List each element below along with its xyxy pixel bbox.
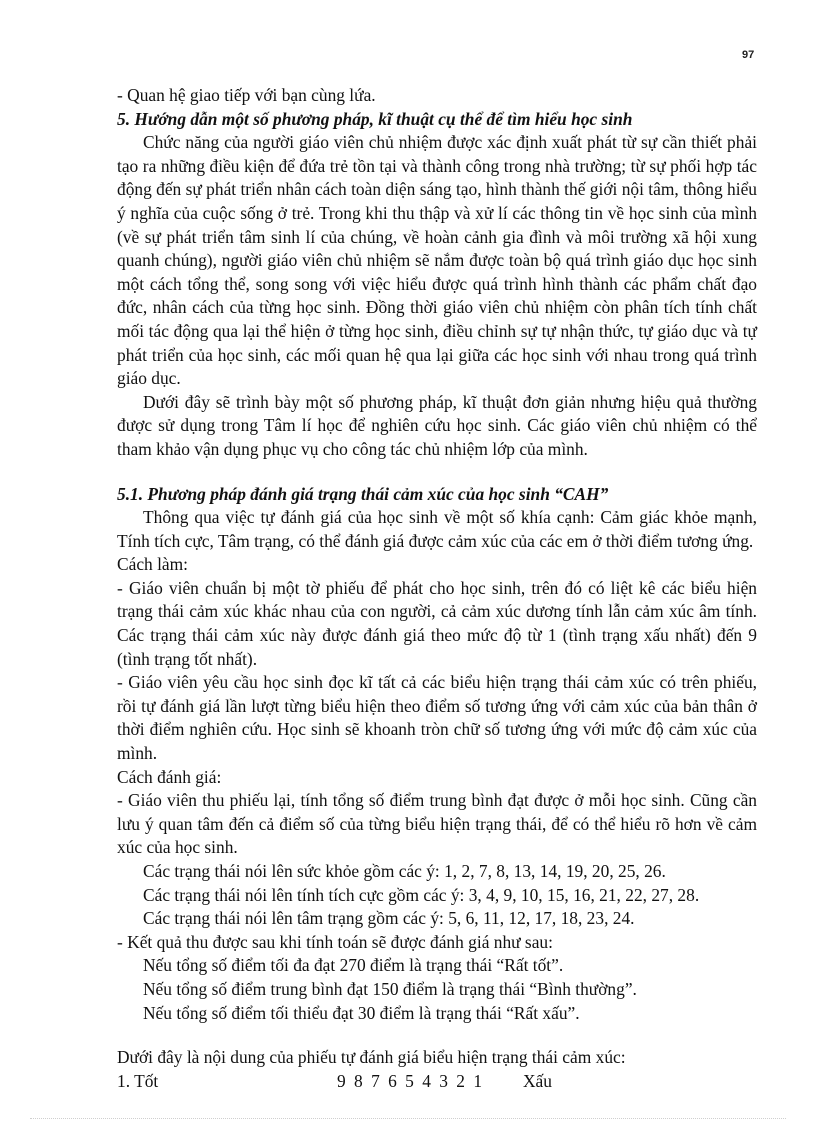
bullet-prepare-form: - Giáo viên chuẩn bị một tờ phiếu để phát cho học sinh, trên đó có liệt kê các biểu hiện trạng thái cảm xúc khác nhau của con người, cả cảm xúc dương tính lẫn cảm xúc âm tính. Các trạng thái cảm xúc này được đánh giá theo mức độ từ 1 (tình trạng xấu nhất) đến 9 (tình trạng tốt nhất). [117, 577, 757, 669]
section-heading-5: 5. Hướng dẫn một số phương pháp, kĩ thuật cụ thể để tìm hiểu học sinh [117, 108, 633, 129]
result-very-bad: Nếu tổng số điểm tối thiểu đạt 30 điểm là trạng thái “Rất xấu”. [143, 1002, 580, 1023]
label-evaluation: Cách đánh giá: [117, 766, 222, 787]
form-item-1-label: 1. Tốt [117, 1070, 159, 1091]
result-very-good: Nếu tổng số điểm tối đa đạt 270 điểm là trạng thái “Rất tốt”. [143, 955, 564, 976]
label-how-to: Cách làm: [117, 554, 188, 575]
form-item-1 [117, 1070, 757, 1094]
list-item-peer-relations: - Quan hệ giao tiếp với bạn cùng lứa. [117, 85, 376, 105]
state-health-items: Các trạng thái nói lên sức khỏe gồm các ý: 1, 2, 7, 8, 13, 14, 19, 20, 25, 26. [143, 861, 666, 881]
bullet-results: - Kết quả thu được sau khi tính toán sẽ được đánh giá như sau: [117, 931, 553, 952]
paragraph-self-assessment: Thông qua việc tự đánh giá của học sinh về một số khía cạnh: Cảm giác khỏe mạnh, Tính tích cực, Tâm trạng, có thể đánh giá được cảm xúc của các em ở thời điểm tương ứng. [117, 507, 757, 551]
state-mood-items: Các trạng thái nói lên tâm trạng gồm các ý: 5, 6, 11, 12, 17, 18, 23, 24. [143, 908, 635, 929]
page-number: 97 [742, 49, 755, 61]
page-bottom-border [30, 1118, 786, 1119]
form-item-1-scale: 9 8 7 6 5 4 3 2 1 [337, 1070, 485, 1091]
bullet-collect-forms: - Giáo viên thu phiếu lại, tính tổng số điểm trung bình đạt được ở mỗi học sinh. Cũng cần lưu ý quan tâm đến cả điểm số của từng biểu hiện trạng thái, để có thể hiểu rõ hơn về cảm xúc của học sinh. [117, 790, 757, 858]
result-normal: Nếu tổng số điểm trung bình đạt 150 điểm là trạng thái “Bình thường”. [143, 978, 637, 999]
form-intro: Dưới đây là nội dung của phiếu tự đánh giá biểu hiện trạng thái cảm xúc: [117, 1047, 626, 1068]
paragraph-homeroom-role: Chức năng của người giáo viên chủ nhiệm được xác định xuất phát từ sự cần thiết phải tạo ra những điều kiện để đứa trẻ tồn tại và thành công trong nhà trường; từ sự phối hợp tác động đến sự phát triển nhân cách toàn diện sáng tạo, hình thành thế giới nội tâm, thông hiểu ý nghĩa của cuộc sống ở trẻ. Trong khi thu thập và xử lí các thông tin về học sinh của mình (về sự phát triển tâm sinh lí của chúng, về hoàn cảnh gia đình và môi trường xã hội xung quanh chúng), người giáo viên chủ nhiệm sẽ nắm được toàn bộ quá trình giáo dục học sinh một cách tổng thể, song song với việc hiểu được quá trình hình thành các phẩm chất đạo đức, nhân cách của từng học sinh. Đồng thời giáo viên chủ nhiệm còn phân tích tính chất mối tác động qua lại thể hiện ở từng học sinh, điều chỉnh sự tự nhận thức, tự giáo dục và tự phát triển của học sinh, các mối quan hệ qua lại giữa các học sinh với nhau trong quá trình giáo dục. [117, 132, 757, 389]
spacer [117, 462, 757, 483]
bullet-students-rate: - Giáo viên yêu cầu học sinh đọc kĩ tất cả các biểu hiện trạng thái cảm xúc có trên phiếu, rồi tự đánh giá lần lượt từng biểu hiện theo điểm số tương ứng với cảm xúc của bản thân ở thời điểm nghiên cứu. Học sinh sẽ khoanh tròn chữ số tương ứng với mức độ cảm xúc của mình. [117, 672, 757, 764]
form-item-1-opposite: Xấu [523, 1070, 552, 1091]
state-activity-items: Các trạng thái nói lên tính tích cực gồm các ý: 3, 4, 9, 10, 15, 16, 21, 22, 27, 28. [143, 884, 700, 905]
spacer [117, 1025, 757, 1046]
document-body [117, 84, 757, 1093]
paragraph-methods-intro: Dưới đây sẽ trình bày một số phương pháp, kĩ thuật đơn giản nhưng hiệu quả thường được sử dụng trong Tâm lí học để nghiên cứu học sinh. Các giáo viên chủ nhiệm có thể tham khảo vận dụng phục vụ cho công tác chủ nhiệm lớp của mình. [117, 391, 757, 459]
section-heading-5-1: 5.1. Phương pháp đánh giá trạng thái cảm xúc của học sinh “CAH” [117, 483, 609, 504]
